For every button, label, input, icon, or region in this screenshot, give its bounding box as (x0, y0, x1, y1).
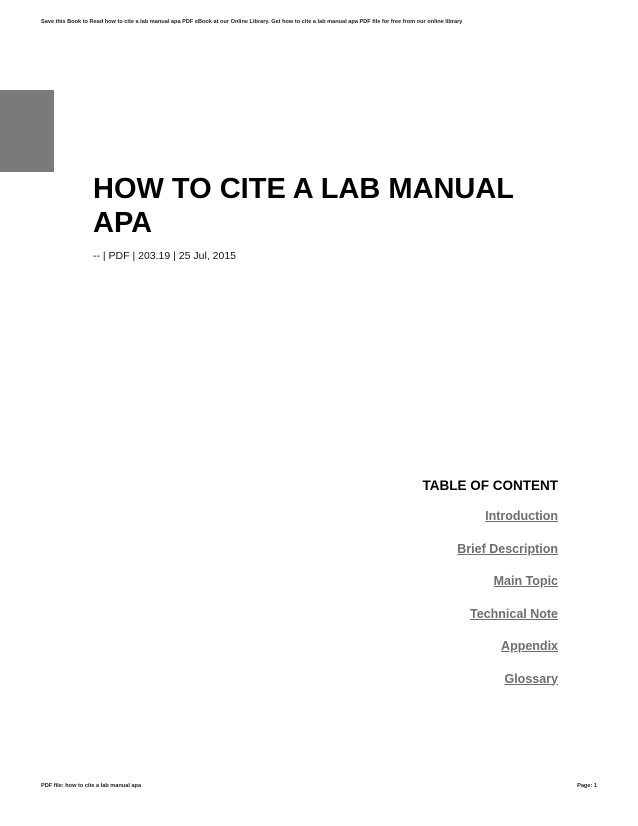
toc-item (423, 606, 559, 639)
toc-link-technical-note[interactable]: Technical Note (470, 606, 558, 621)
toc-link-introduction[interactable]: Introduction (485, 509, 558, 523)
toc-item (423, 541, 559, 574)
toc-link-appendix[interactable]: Appendix (501, 639, 558, 653)
toc-link-glossary[interactable]: Glossary (504, 671, 558, 686)
document-meta: -- | PDF | 203.19 | 25 Jul, 2015 (93, 250, 237, 262)
document-title: HOW TO CITE A LAB MANUAL APA (93, 173, 514, 239)
footer-file-label: PDF file: how to cite a lab manual apa (41, 783, 142, 789)
toc-link-main-topic[interactable]: Main Topic (493, 574, 558, 588)
footer-page-number: Page: 1 (577, 783, 597, 789)
header-banner: Save this Book to Read how to cite a lab manual apa PDF eBook at our Online Library. Get how to cite a lab manual apa PDF file for free from our online library (41, 19, 463, 25)
toc-item (423, 671, 559, 704)
toc-item (423, 573, 559, 606)
decorative-grey-block (0, 90, 54, 172)
toc-list (423, 508, 559, 703)
toc-link-brief-description[interactable]: Brief Description (457, 541, 558, 556)
table-of-content (423, 478, 559, 703)
toc-heading: TABLE OF CONTENT (422, 478, 558, 493)
toc-item (423, 638, 559, 671)
toc-item (423, 508, 559, 541)
